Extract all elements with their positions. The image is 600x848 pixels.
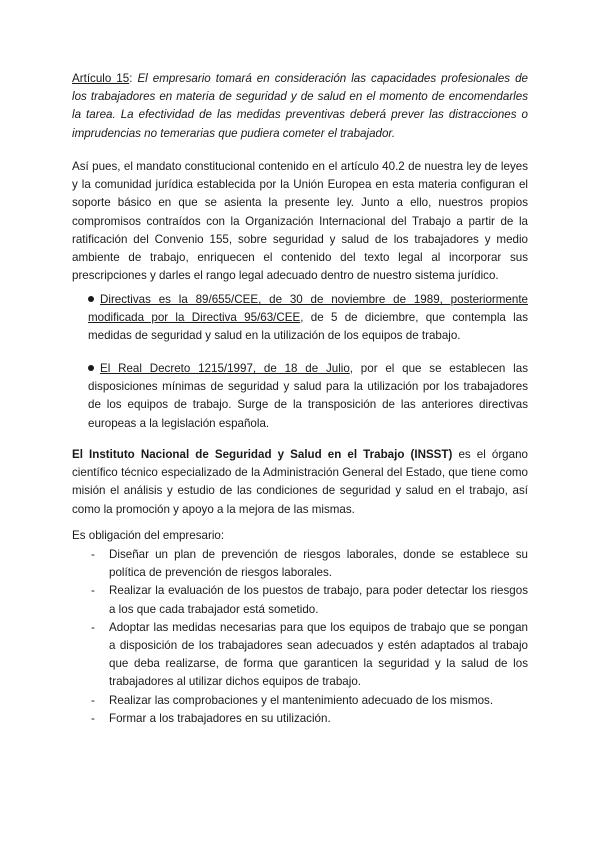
list-item: - Realizar la evaluación de los puestos de trabajo, para poder detectar los riesgos a los que cada trabajador está sometido. bbox=[91, 584, 528, 616]
directive-rest: , de 5 de diciembre, que contempla las medidas de seguridad y salud en la utilización de los equipos de trabajo. bbox=[88, 311, 528, 343]
bullet-dot-icon bbox=[88, 365, 94, 371]
obligations-title: Es obligación del empresario: bbox=[72, 529, 225, 542]
dash-marker: - bbox=[91, 548, 95, 561]
list-item: - Diseñar un plan de prevención de riesgos laborales, donde se establece su política de prevención de riesgos laborales. bbox=[91, 548, 528, 580]
dash-marker: - bbox=[91, 693, 95, 707]
insst-description: es el órgano científico técnico especializado de la Administración General del Estado, que tiene como misión el análisis y estudio de las condiciones de seguridad y salud en el trabajo, así como la promoción y apoyo a la mejora de las mismas. bbox=[72, 448, 528, 516]
dash-marker: - bbox=[91, 584, 95, 598]
list-item: - Realizar las comprobaciones y el mantenimiento adecuado de los mismos. bbox=[72, 692, 528, 710]
article-15-paragraph bbox=[72, 70, 528, 143]
list-item: - Adoptar las medidas necesarias para que los equipos de trabajo que se pongan a disposición de los trabajadores sean adecuados y estén adaptados al trabajo que deba realizarse, de forma que garanticen la seguridad y la salud de los trabajadores al utilizar dichos equipos de trabajo. bbox=[91, 620, 528, 689]
insst-name: El Instituto Nacional de Seguridad y Salud en el Trabajo (INSST) bbox=[72, 448, 453, 461]
directive-link[interactable]: Directivas es la 89/655/CEE, de 30 de noviembre de 1989, posteriormente modificada por la Directiva 95/63/CEE bbox=[88, 293, 528, 325]
bullet-dot-icon bbox=[88, 296, 94, 302]
dash-marker: - bbox=[91, 620, 95, 634]
article-text: El empresario tomará en consideración las capacidades profesionales de los trabajadores en materia de seguridad y de salud en el momento de encomendarles la tarea. La efectividad de las medidas preventivas deberá prever las distracciones o imprudencias no temerarias que pudiera cometer el trabajador. bbox=[72, 72, 528, 140]
bullet-royal-decree bbox=[88, 360, 528, 433]
royal-decree-rest: , por el que se establecen las disposiciones mínimas de seguridad y salud para la utilización por los trabajadores de los equipos de trabajo. Surge de la transposición de las anteriores directivas europeas a la legislación española. bbox=[88, 362, 528, 430]
article-reference: Artículo 15 bbox=[72, 72, 130, 85]
list-item: - Formar a los trabajadores en su utilización. bbox=[72, 710, 528, 728]
article-colon: : bbox=[129, 72, 133, 85]
obligations-list bbox=[72, 546, 528, 728]
insst-paragraph bbox=[72, 446, 528, 519]
dash-marker: - bbox=[91, 711, 95, 725]
constitutional-mandate-paragraph: Así pues, el mandato constitucional contenido en el artículo 40.2 de nuestra ley de leyes y la comunidad jurídica establecida por la Unión Europea en esta materia configuran el soporte básico en que se asienta la presente ley. Junto a ello, nuestros propios compromisos contraídos con la Organización Internacional del Trabajo a partir de la ratificación del Convenio 155, sobre seguridad y salud de los trabajadores y medio ambiente de trabajo, enriquecen el contenido del texto legal al incorporar sus prescripciones y darles el rango legal adecuado dentro de nuestro sistema jurídico. bbox=[72, 160, 528, 283]
bullet-directive bbox=[88, 291, 528, 346]
royal-decree-link[interactable]: El Real Decreto 1215/1997, de 18 de Julio bbox=[100, 362, 350, 375]
